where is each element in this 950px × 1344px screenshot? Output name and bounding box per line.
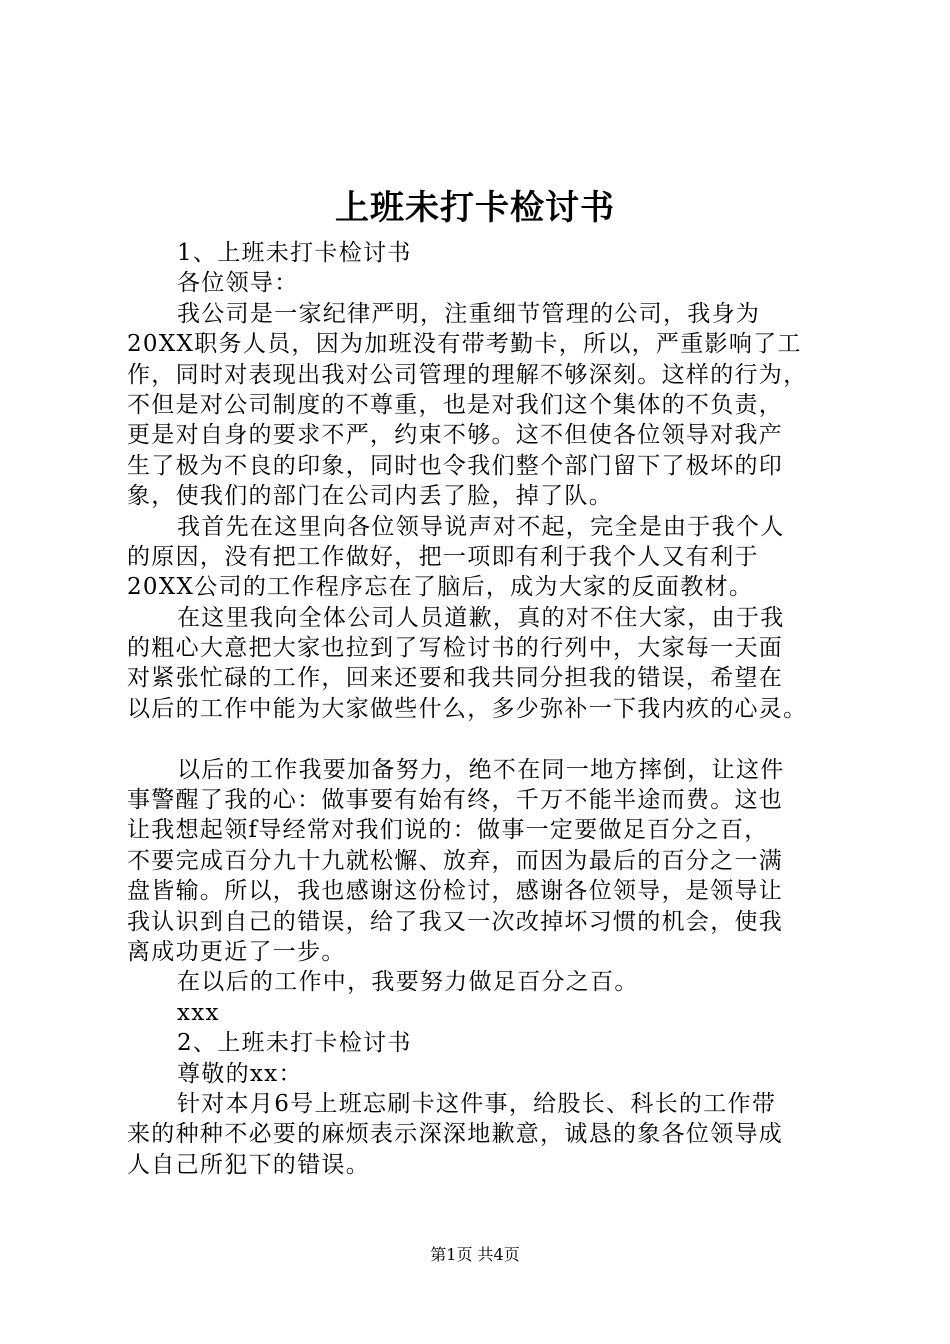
paragraph-line: 在这里我向全体公司人员道歉，真的对不住大家，由于我 <box>177 604 785 631</box>
paragraph-line: 以后的工作中能为大家做些什么，多少弥补一下我内疚的心灵。 <box>127 695 808 722</box>
paragraph-line: 的粗心大意把大家也拉到了写检讨书的行列中，大家每一天面 <box>127 635 784 662</box>
paragraph-line: 对紧张忙碌的工作，回来还要和我共同分担我的错误，希望在 <box>127 665 784 692</box>
paragraph-line: 针对本月6号上班忘刷卡这件事，给股长、科长的工作带 <box>177 1090 777 1117</box>
paragraph-line: 我公司是一家纪律严明，注重细节管理的公司，我身为 <box>177 300 761 327</box>
salutation-2: 尊敬的xx： <box>177 1060 303 1087</box>
paragraph-line: 盘皆输。所以，我也感谢这份检讨，感谢各位领导，是领导让 <box>127 878 784 905</box>
paragraph-line: 20XX职务人员，因为加班没有带考勤卡，所以，严重影响了工 <box>127 331 802 358</box>
document-body <box>127 238 839 1180</box>
paragraph-line: 更是对自身的要求不严，约束不够。这不但使各位领导对我产 <box>127 422 784 449</box>
paragraph-line: 我首先在这里向各位领导说声对不起，完全是由于我个人 <box>177 513 785 540</box>
section-heading-2: 2、上班未打卡检讨书 <box>177 1030 412 1057</box>
paragraph-line: 20XX公司的工作程序忘在了脑后，成为大家的反面教材。 <box>127 574 754 601</box>
salutation-1: 各位领导： <box>177 270 299 297</box>
paragraph-line: 不要完成百分九十九就松懈、放弃，而因为最后的百分之一满 <box>127 847 784 874</box>
paragraph-line: 在以后的工作中，我要努力做足百分之百。 <box>177 969 639 996</box>
paragraph-line: 不但是对公司制度的不尊重，也是对我们这个集体的不负责， <box>127 391 784 418</box>
paragraph-line: 我认识到自己的错误，给了我又一次改掉坏习惯的机会，使我 <box>127 908 784 935</box>
section-heading-1: 1、上班未打卡检讨书 <box>177 240 412 266</box>
paragraph-line: 象，使我们的部门在公司内丢了脸，掉了队。 <box>127 483 613 510</box>
paragraph-line: 作，同时对表现出我对公司管理的理解不够深刻。这样的行为， <box>127 361 808 388</box>
paragraph-line: 人自己所犯下的错误。 <box>127 1151 370 1178</box>
paragraph-gap <box>127 724 839 754</box>
page-number: 第1页 共4页 <box>430 1245 520 1264</box>
document-title: 上班未打卡检讨书 <box>335 188 615 228</box>
paragraph-line: 生了极为不良的印象，同时也令我们整个部门留下了极坏的印 <box>127 452 784 479</box>
paragraph-line: 离成功更近了一步。 <box>127 938 346 965</box>
paragraph-line: 来的种种不必要的麻烦表示深深地歉意，诚恳的象各位领导成 <box>127 1121 784 1148</box>
paragraph-line: 让我想起领f导经常对我们说的：做事一定要做足百分之百， <box>127 817 769 844</box>
signature: xxx <box>177 999 220 1026</box>
paragraph-line: 事警醒了我的心：做事要有始有终，千万不能半途而费。这也 <box>127 787 784 814</box>
paragraph-line: 的原因，没有把工作做好，把一项即有利于我个人又有利于 <box>127 543 759 570</box>
paragraph-line: 以后的工作我要加备努力，绝不在同一地方摔倒，让这件 <box>177 756 785 783</box>
